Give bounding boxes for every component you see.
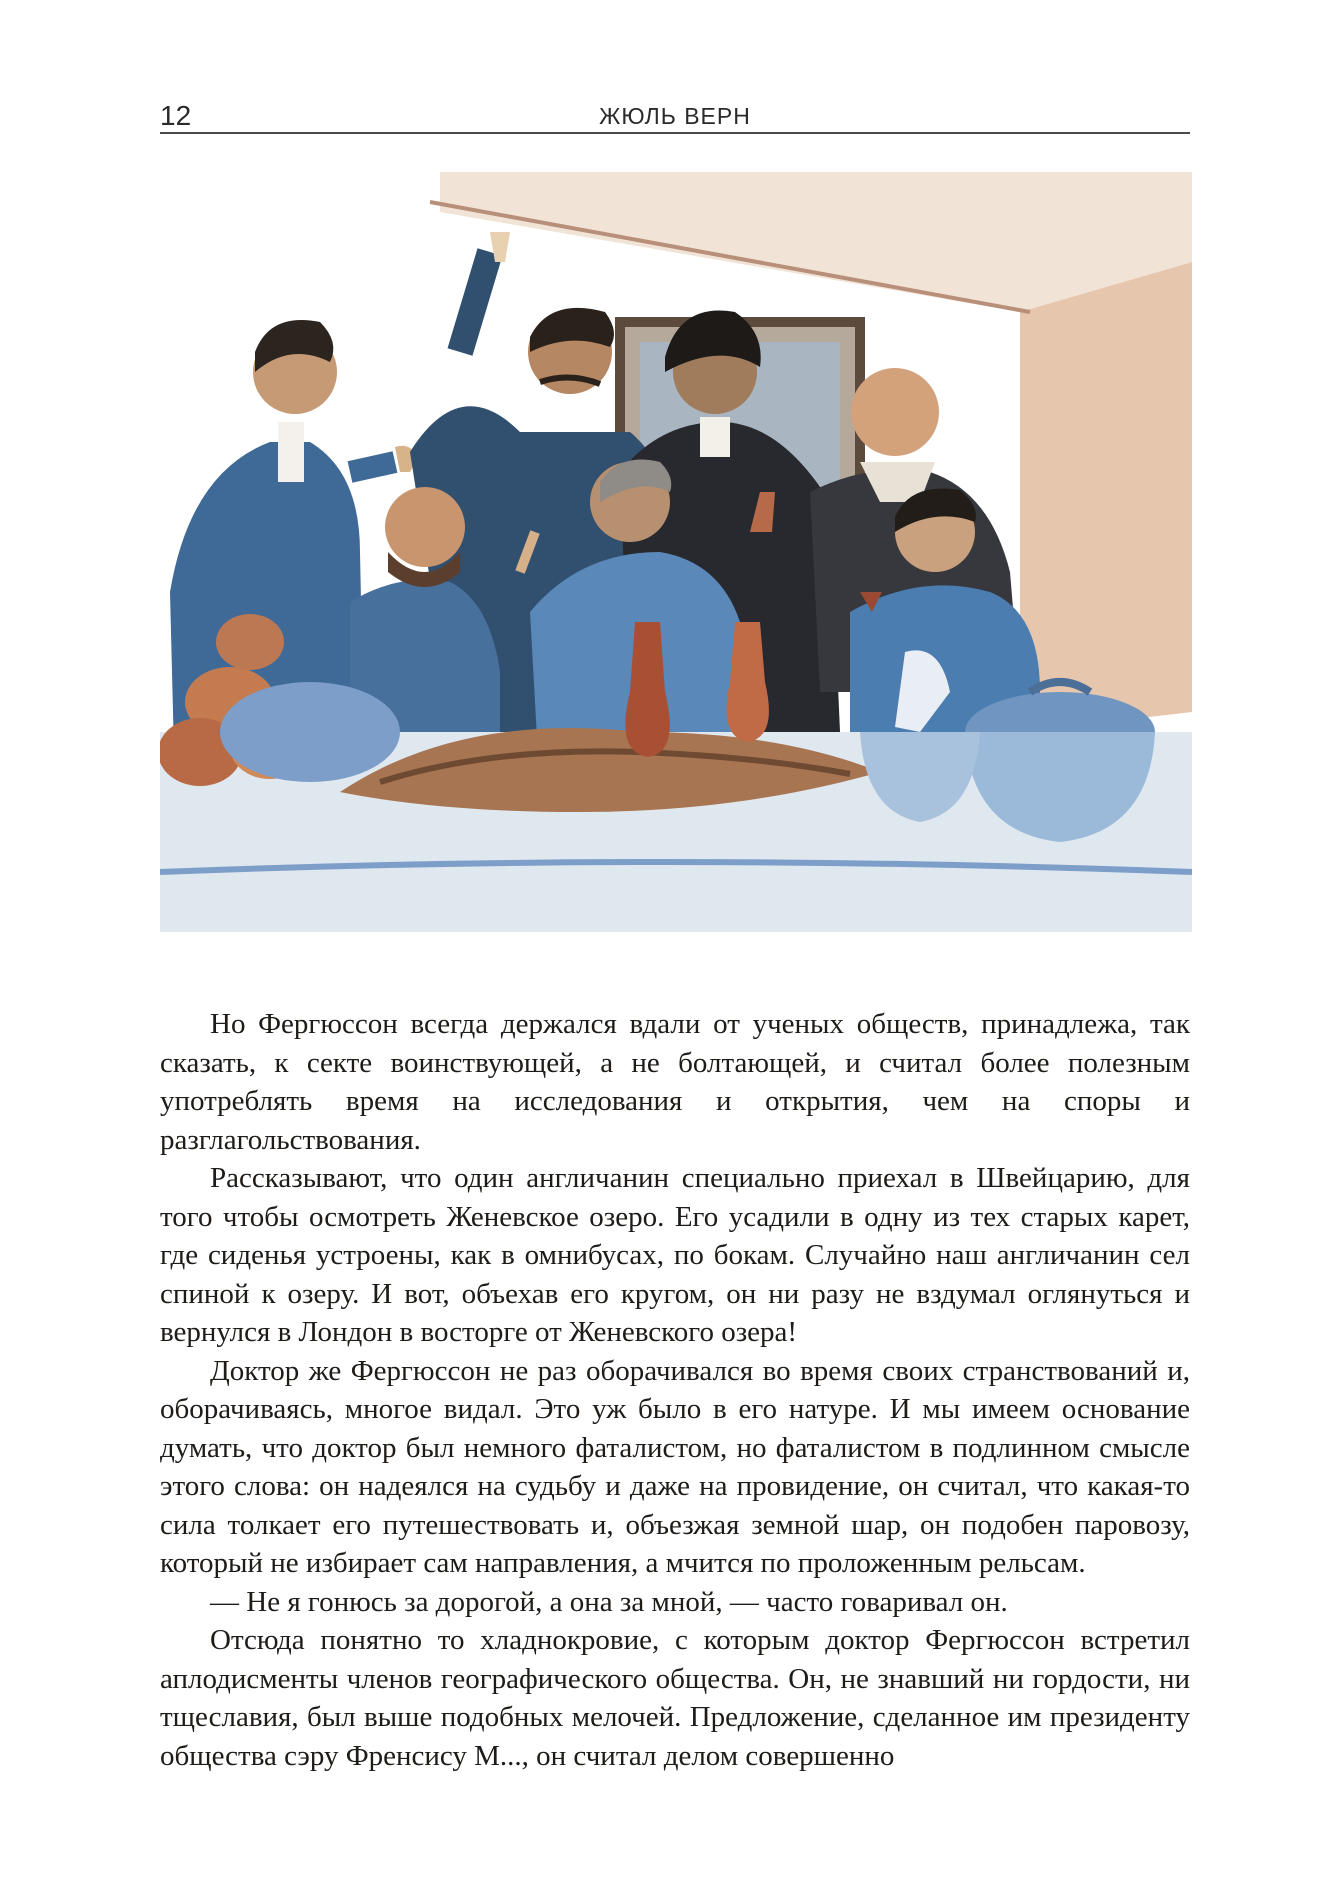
paragraph-1: Но Фергюссон всегда держался вдали от ученых обществ, принадлежа, так сказать, к секте воинствующей, а не болтающей, и считал более полезным употреблять время на исследования и открытия, чем на споры и разглагольствования. (160, 1008, 1190, 1156)
wall-right (1020, 262, 1192, 732)
illustration (160, 172, 1192, 932)
paragraph-5: Отсюда понятно то хладнокровие, с которым доктор Фергюссон встретил аплодисменты членов географического общества. Он, не знавший ни гордости, ни тщеславия, был выше подобных мелочей. Предложение, сделанное им президенту общества сэру Френсису М..., он считал делом совершенно (160, 1624, 1190, 1772)
running-title: ЖЮЛЬ ВЕРН (599, 103, 751, 129)
paragraph-3: Доктор же Фергюссон не раз оборачивался во время своих странствований и, оборачиваясь, многое видал. Это уж было в его натуре. И мы имеем основание думать, что доктор был немного фаталистом, но фаталистом в подлинном смысле этого слова: он надеялся на судьбу и даже на провидение, он считал, что какая-то сила толкает его путешествовать и, объезжая земной шар, он подобен паровозу, который не избирает сам направления, а мчится по проложенным рельсам. (160, 1354, 1190, 1579)
fruit-dish (220, 682, 400, 782)
paragraph-2: Рассказывают, что один англичанин специально приехал в Швейцарию, для того чтобы осмотреть Женевское озеро. Его усадили в одну из тех старых карет, где сиденья устроены, как в омнибусах, по бокам. Случайно наш англичанин сел спиной к озеру. И вот, объехав его кругом, он ни разу не вздумал оглянуться и вернулся в Лондон в восторге от Женевского озера! (160, 1162, 1190, 1348)
page-number: 12 (160, 100, 192, 131)
paragraph-4-dialogue: — Не я гонюсь за дорогой, а она за мной, — часто говаривал он. (210, 1585, 1008, 1618)
page-header (160, 100, 1190, 134)
body-text (160, 1005, 1190, 1775)
